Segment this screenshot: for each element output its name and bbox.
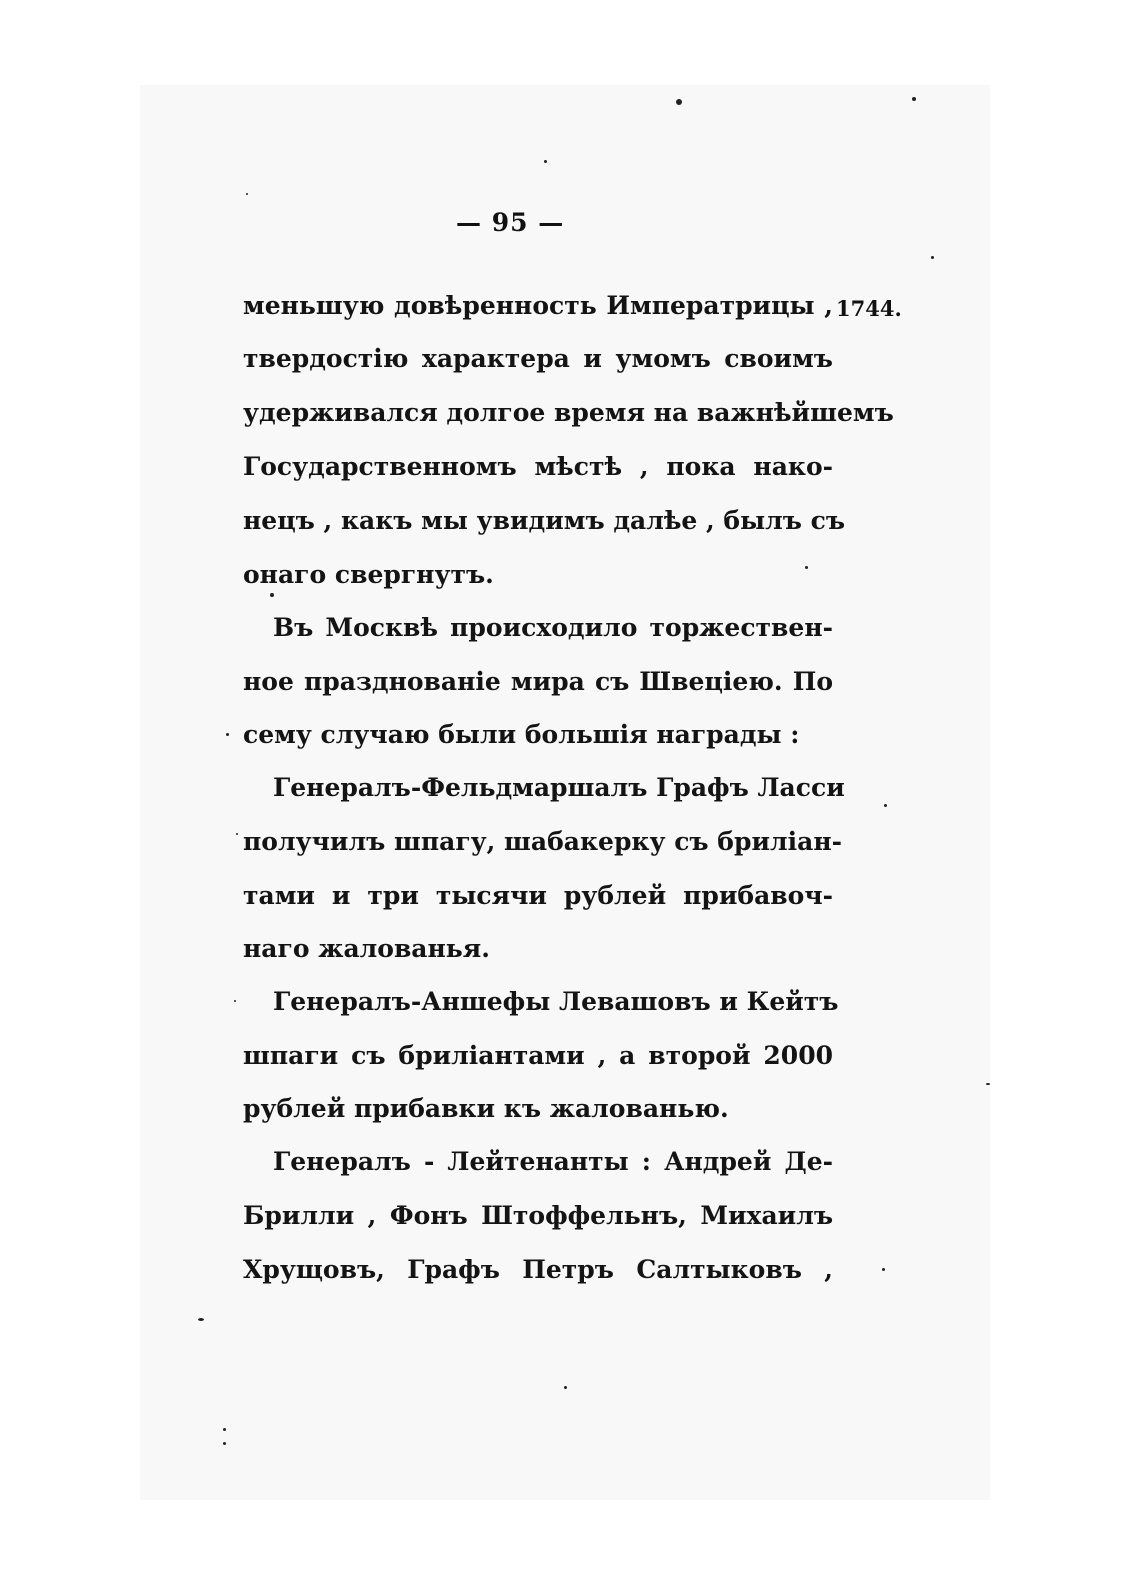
text-line: онаго свергнутъ. [243,560,494,589]
speck [884,804,887,807]
text-line: ное празднованіе мира съ Швеціею. По [243,667,833,696]
speck [236,833,238,835]
text-line: сему случаю были большія награды : [243,720,800,749]
speck [226,733,229,736]
text-line: Генералъ-Аншефы Левашовъ и Кейтъ [273,987,839,1016]
page-number: — 95 — [456,208,565,237]
speck [223,1428,226,1431]
text-line: Брилли , Фонъ Штоффельнъ, Михаилъ [243,1201,833,1230]
speck [882,1268,885,1271]
text-line: шпаги съ бриліантами , а второй 2000 [243,1041,833,1070]
text-line: Въ Москвѣ происходило торжествен- [273,613,833,642]
text-line: Государственномъ мѣстѣ , пока нако- [243,452,833,481]
speck [986,1083,990,1085]
text-line: удерживался долгое время на важнѣйшемъ [243,398,894,427]
text-line: Хрущовъ, Графъ Петръ Салтыковъ , [243,1255,833,1284]
speck [198,1318,204,1321]
speck [912,97,916,101]
speck [676,99,682,105]
margin-year: 1744. [836,296,902,321]
text-line: меньшую довѣренность Императрицы , [243,291,833,320]
text-line: Генералъ-Фельдмаршалъ Графъ Ласси [273,773,845,802]
speck [270,593,274,597]
text-line: твердостію характера и умомъ своимъ [243,344,833,373]
text-line: получилъ шпагу, шабакерку съ бриліан- [243,827,842,856]
speck [564,1386,567,1389]
text-line: нецъ , какъ мы увидимъ далѣе , былъ съ [243,506,846,535]
speck [223,1442,226,1445]
speck [246,193,248,195]
text-line: тами и три тысячи рублей прибавоч- [243,881,833,910]
speck [931,256,934,259]
speck [234,1000,236,1002]
text-line: наго жалованья. [243,934,490,963]
text-line: Генералъ - Лейтенанты : Андрей Де- [273,1147,833,1176]
text-line: рублей прибавки къ жалованью. [243,1094,729,1123]
speck [805,566,808,569]
speck [544,160,547,163]
